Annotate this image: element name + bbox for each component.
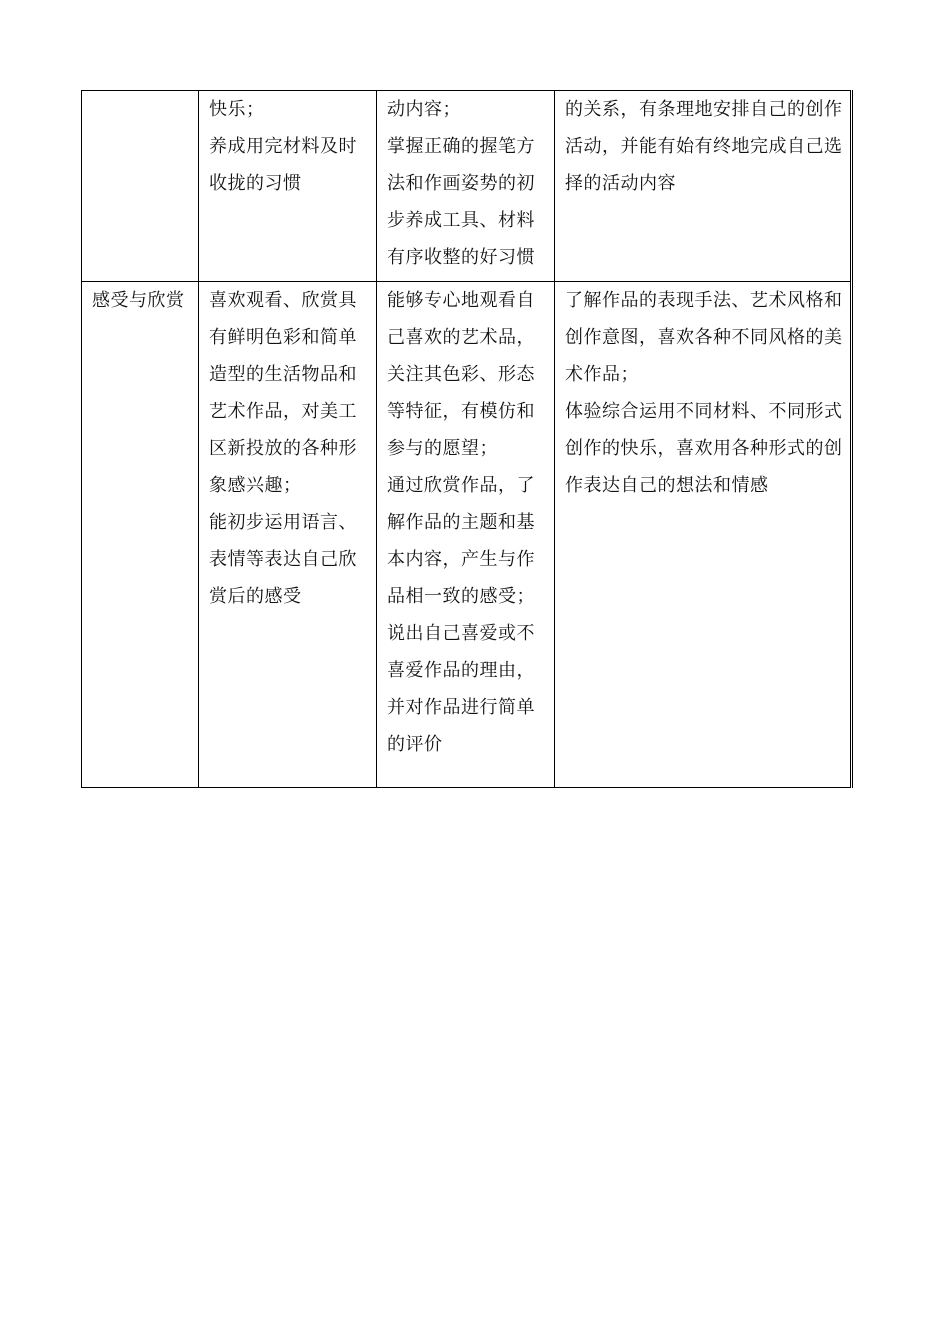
- cell-text-line: 术作品；: [565, 364, 639, 385]
- cell-text-line: 的评价: [387, 734, 443, 755]
- cell-text-line: 等特征，有模仿和: [387, 401, 535, 422]
- cell-text-line: 收拢的习惯: [209, 173, 302, 194]
- cell-text-line: 养成用完材料及时: [209, 136, 357, 157]
- cell-text-line: 步养成工具、材料: [387, 210, 535, 231]
- cell-lines: [199, 282, 376, 625]
- cell-text-line: 动内容；: [387, 99, 461, 120]
- cell-text-line: 说出自己喜爱或不: [387, 623, 535, 644]
- cell-lines: [377, 91, 554, 281]
- cell-text-line: 象感兴趣；: [209, 475, 302, 496]
- cell-lines: [82, 282, 198, 329]
- cell-text-line: 艺术作品，对美工: [209, 401, 357, 422]
- cell-lines: [377, 282, 554, 773]
- table-row: [82, 91, 852, 282]
- cell-text-line: 通过欣赏作品，了: [387, 475, 535, 496]
- cell-lines: [199, 91, 376, 207]
- cell-text-line: 表情等表达自己欣: [209, 549, 357, 570]
- cell-text-line: 造型的生活物品和: [209, 364, 357, 385]
- cell-text-line: 感受与欣赏: [92, 290, 185, 311]
- cell-text-line: 区新投放的各种形: [209, 438, 357, 459]
- cell-text-line: 有鲜明色彩和简单: [209, 327, 357, 348]
- category-cell: [82, 282, 199, 788]
- cell-lines: [555, 282, 850, 514]
- cell-text-line: 喜欢观看、欣赏具: [209, 290, 357, 311]
- cell-text-line: 了解作品的表现手法、艺术风格和: [565, 290, 843, 311]
- age-3-4-cell: [199, 91, 377, 282]
- cell-text-line: 本内容，产生与作: [387, 549, 535, 570]
- cell-text-line: 创作意图，喜欢各种不同风格的美: [565, 327, 843, 348]
- cell-text-line: 喜爱作品的理由，: [387, 660, 535, 681]
- cell-text-line: 择的活动内容: [565, 173, 676, 194]
- cell-lines: [82, 91, 198, 96]
- cell-text-line: 能初步运用语言、: [209, 512, 357, 533]
- age-5-6-cell: [555, 91, 852, 282]
- cell-text-line: 法和作画姿势的初: [387, 173, 535, 194]
- cell-text-line: 掌握正确的握笔方: [387, 136, 535, 157]
- cell-text-line: 品相一致的感受；: [387, 586, 535, 607]
- cell-text-line: 的关系，有条理地安排自己的创作: [565, 99, 843, 120]
- curriculum-table: [81, 90, 853, 788]
- cell-text-line: 参与的愿望；: [387, 438, 498, 459]
- cell-text-line: 己喜欢的艺术品，: [387, 327, 535, 348]
- cell-text-line: 有序收整的好习惯: [387, 247, 535, 268]
- age-5-6-cell: [555, 282, 852, 788]
- cell-text-line: 关注其色彩、形态: [387, 364, 535, 385]
- cell-text-line: 创作的快乐，喜欢用各种形式的创: [565, 438, 843, 459]
- cell-text-line: 并对作品进行简单: [387, 697, 535, 718]
- age-4-5-cell: [377, 91, 555, 282]
- cell-lines: [555, 91, 850, 207]
- cell-text-line: 作表达自己的想法和情感: [565, 475, 769, 496]
- age-4-5-cell: [377, 282, 555, 788]
- cell-text-line: 体验综合运用不同材料、不同形式: [565, 401, 843, 422]
- age-3-4-cell: [199, 282, 377, 788]
- cell-text-line: 赏后的感受: [209, 586, 302, 607]
- cell-text-line: 活动，并能有始有终地完成自己选: [565, 136, 843, 157]
- cell-text-line: 能够专心地观看自: [387, 290, 535, 311]
- category-cell: [82, 91, 199, 282]
- table-row: [82, 282, 852, 788]
- cell-text-line: 解作品的主题和基: [387, 512, 535, 533]
- cell-text-line: 快乐；: [209, 99, 265, 120]
